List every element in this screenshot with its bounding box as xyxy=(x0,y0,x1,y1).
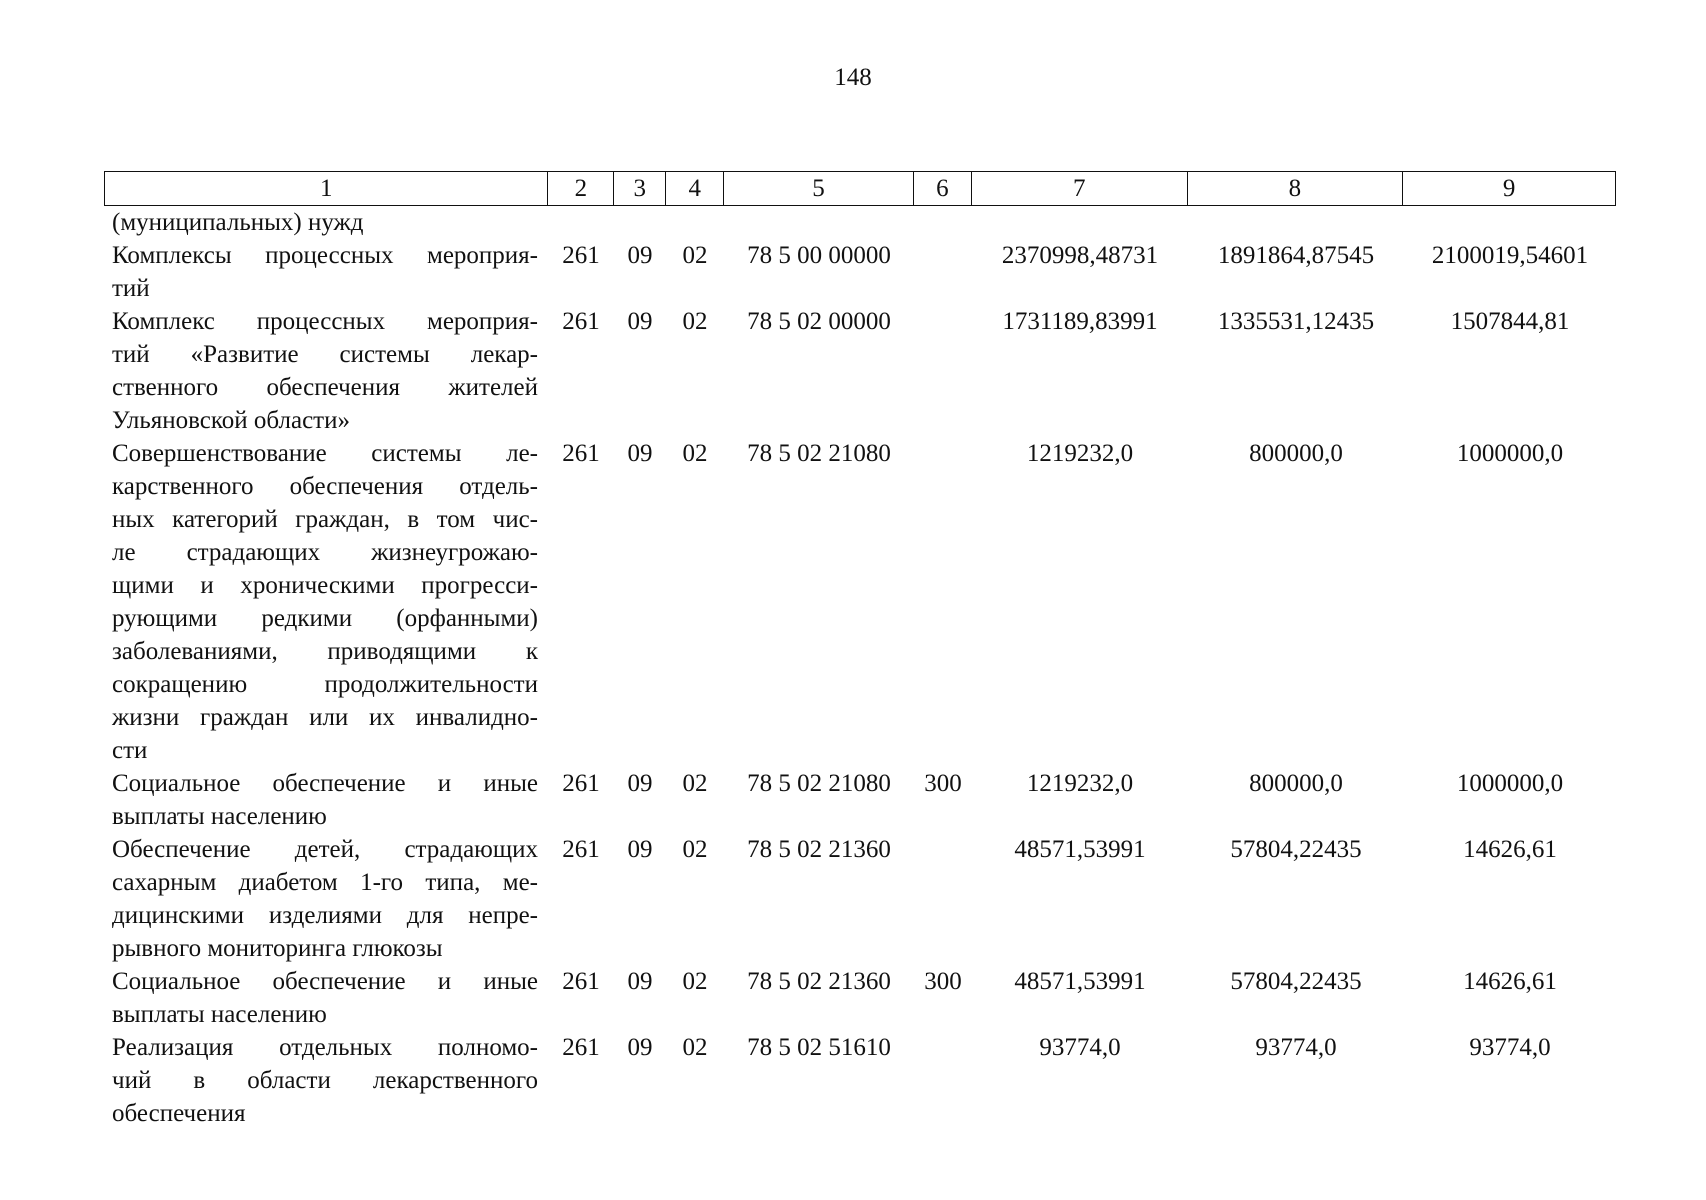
col-expense-type xyxy=(914,437,972,767)
row-name-line: Комплекс процессных мероприя- xyxy=(112,308,538,335)
col-amount-year-3: 1507844,81 xyxy=(1450,308,1570,335)
row-name-line: выплаты населению xyxy=(112,803,327,830)
col-expense-type: 300 xyxy=(924,968,962,995)
col-section-code: 261 xyxy=(562,242,600,269)
col-subchapter: 02 xyxy=(682,968,708,995)
row-name-line: щими и хроническими прогресси- xyxy=(112,572,538,599)
row-name-line: чий в области лекарственного xyxy=(112,1067,538,1094)
table-row xyxy=(104,437,1616,767)
row-name xyxy=(104,1031,548,1130)
col-chapter: 09 xyxy=(627,770,653,797)
row-name-line: заболеваниями, приводящими к xyxy=(112,638,538,665)
col-amount-year-2: 57804,22435 xyxy=(1230,968,1362,995)
row-name-line: ных категорий граждан, в том чис- xyxy=(112,506,538,533)
col-amount-year-3 xyxy=(1404,206,1616,239)
table-row xyxy=(104,1031,1616,1130)
row-name-line: Реализация отдельных полномо- xyxy=(112,1034,538,1061)
col-amount-year-3: 1000000,0 xyxy=(1456,770,1564,797)
row-name xyxy=(104,239,548,305)
col-subchapter: 02 xyxy=(682,242,708,269)
col-target-article: 78 5 02 00000 xyxy=(747,308,891,335)
col-subchapter: 02 xyxy=(682,1034,708,1061)
col-target-article: 78 5 02 21080 xyxy=(747,440,891,467)
row-name-line: Ульяновской области» xyxy=(112,407,350,434)
row-name xyxy=(104,206,548,239)
col-subchapter: 02 xyxy=(682,770,708,797)
col-chapter: 09 xyxy=(627,440,653,467)
col-amount-year-2: 800000,0 xyxy=(1249,770,1343,797)
col-expense-type xyxy=(914,1031,972,1130)
col-amount-year-3: 14626,61 xyxy=(1463,968,1557,995)
table-row xyxy=(104,305,1616,437)
col-amount-year-1: 1219232,0 xyxy=(1026,770,1134,797)
col-amount-year-2 xyxy=(1188,206,1404,239)
table-header xyxy=(104,171,1616,206)
col-expense-type xyxy=(914,833,972,965)
col-amount-year-2: 57804,22435 xyxy=(1230,836,1362,863)
col-amount-year-1: 1731189,83991 xyxy=(1002,308,1158,335)
header-col-1: 1 xyxy=(105,172,548,205)
col-amount-year-1: 2370998,48731 xyxy=(1001,242,1159,269)
row-name-line: Социальное обеспечение и иные xyxy=(112,968,538,995)
col-chapter xyxy=(614,206,666,239)
row-name-line: Комплексы процессных мероприя- xyxy=(112,242,538,269)
row-name xyxy=(104,767,548,833)
table-row xyxy=(104,206,1616,239)
row-name-line: рывного мониторинга глюкозы xyxy=(112,935,443,962)
table-row xyxy=(104,239,1616,305)
col-chapter: 09 xyxy=(627,1034,653,1061)
col-amount-year-1: 48571,53991 xyxy=(1014,968,1146,995)
col-amount-year-3: 93774,0 xyxy=(1469,1034,1551,1061)
col-target-article xyxy=(724,206,914,239)
col-amount-year-1: 1219232,0 xyxy=(1026,440,1134,467)
header-col-4: 4 xyxy=(666,172,724,205)
row-name-line: рующими редкими (орфанными) xyxy=(112,605,538,632)
col-subchapter: 02 xyxy=(682,440,708,467)
col-section-code: 261 xyxy=(562,770,600,797)
col-subchapter: 02 xyxy=(682,308,708,335)
col-expense-type xyxy=(914,305,972,437)
row-name-line: Социальное обеспечение и иные xyxy=(112,770,538,797)
row-name-line: выплаты населению xyxy=(112,1001,327,1028)
col-chapter: 09 xyxy=(627,242,653,269)
table-row xyxy=(104,767,1616,833)
col-target-article: 78 5 02 21360 xyxy=(747,836,891,863)
col-expense-type xyxy=(914,239,972,305)
col-chapter: 09 xyxy=(627,308,653,335)
col-target-article: 78 5 02 21360 xyxy=(747,968,891,995)
header-col-8: 8 xyxy=(1188,172,1404,205)
header-col-2: 2 xyxy=(548,172,614,205)
col-subchapter xyxy=(666,206,724,239)
col-section-code: 261 xyxy=(562,836,600,863)
col-amount-year-1: 93774,0 xyxy=(1039,1034,1121,1061)
col-section-code: 261 xyxy=(562,440,600,467)
col-section-code: 261 xyxy=(562,308,600,335)
row-name-line: сокращению продолжительности xyxy=(112,671,538,698)
row-name xyxy=(104,965,548,1031)
row-name-line: жизни граждан или их инвалидно- xyxy=(112,704,538,731)
row-name-line: (муниципальных) нужд xyxy=(112,209,364,236)
row-name-line: обеспечения xyxy=(112,1100,246,1127)
row-name xyxy=(104,305,548,437)
header-col-6: 6 xyxy=(914,172,972,205)
col-subchapter: 02 xyxy=(682,836,708,863)
header-col-7: 7 xyxy=(972,172,1188,205)
col-amount-year-2: 800000,0 xyxy=(1249,440,1343,467)
row-name-line: ственного обеспечения жителей xyxy=(112,374,538,401)
row-name-line: тий «Развитие системы лекар- xyxy=(112,341,538,368)
header-col-5: 5 xyxy=(724,172,914,205)
row-name-line: ле страдающих жизнеугрожаю- xyxy=(112,539,538,566)
col-amount-year-2: 1891864,87545 xyxy=(1217,242,1375,269)
col-amount-year-3: 1000000,0 xyxy=(1456,440,1564,467)
row-name-line: тий xyxy=(112,275,150,302)
col-amount-year-2: 93774,0 xyxy=(1255,1034,1337,1061)
row-name-line: карственного обеспечения отдель- xyxy=(112,473,538,500)
row-name xyxy=(104,833,548,965)
col-section-code xyxy=(548,206,614,239)
col-section-code: 261 xyxy=(562,1034,600,1061)
col-section-code: 261 xyxy=(562,968,600,995)
col-amount-year-3: 2100019,54601 xyxy=(1431,242,1589,269)
header-col-9: 9 xyxy=(1502,174,1516,202)
col-target-article: 78 5 02 21080 xyxy=(747,770,891,797)
col-amount-year-1 xyxy=(972,206,1188,239)
col-amount-year-2: 1335531,12435 xyxy=(1217,308,1375,335)
col-expense-type xyxy=(914,206,972,239)
row-name-line: сти xyxy=(112,737,148,764)
table-row xyxy=(104,833,1616,965)
table-row xyxy=(104,965,1616,1031)
page-number: 148 xyxy=(834,64,872,91)
col-target-article: 78 5 02 51610 xyxy=(747,1034,891,1061)
row-name-line: дицинскими изделиями для непре- xyxy=(112,902,538,929)
col-target-article: 78 5 00 00000 xyxy=(747,242,891,269)
col-amount-year-3: 14626,61 xyxy=(1463,836,1557,863)
row-name-line: сахарным диабетом 1-го типа, ме- xyxy=(112,869,538,896)
row-name xyxy=(104,437,548,767)
col-expense-type: 300 xyxy=(924,770,962,797)
col-chapter: 09 xyxy=(627,836,653,863)
col-amount-year-1: 48571,53991 xyxy=(1014,836,1146,863)
table-body xyxy=(104,206,1616,1130)
header-col-3: 3 xyxy=(614,172,666,205)
col-chapter: 09 xyxy=(627,968,653,995)
row-name-line: Обеспечение детей, страдающих xyxy=(112,836,538,863)
row-name-line: Совершенствование системы ле- xyxy=(112,440,538,467)
